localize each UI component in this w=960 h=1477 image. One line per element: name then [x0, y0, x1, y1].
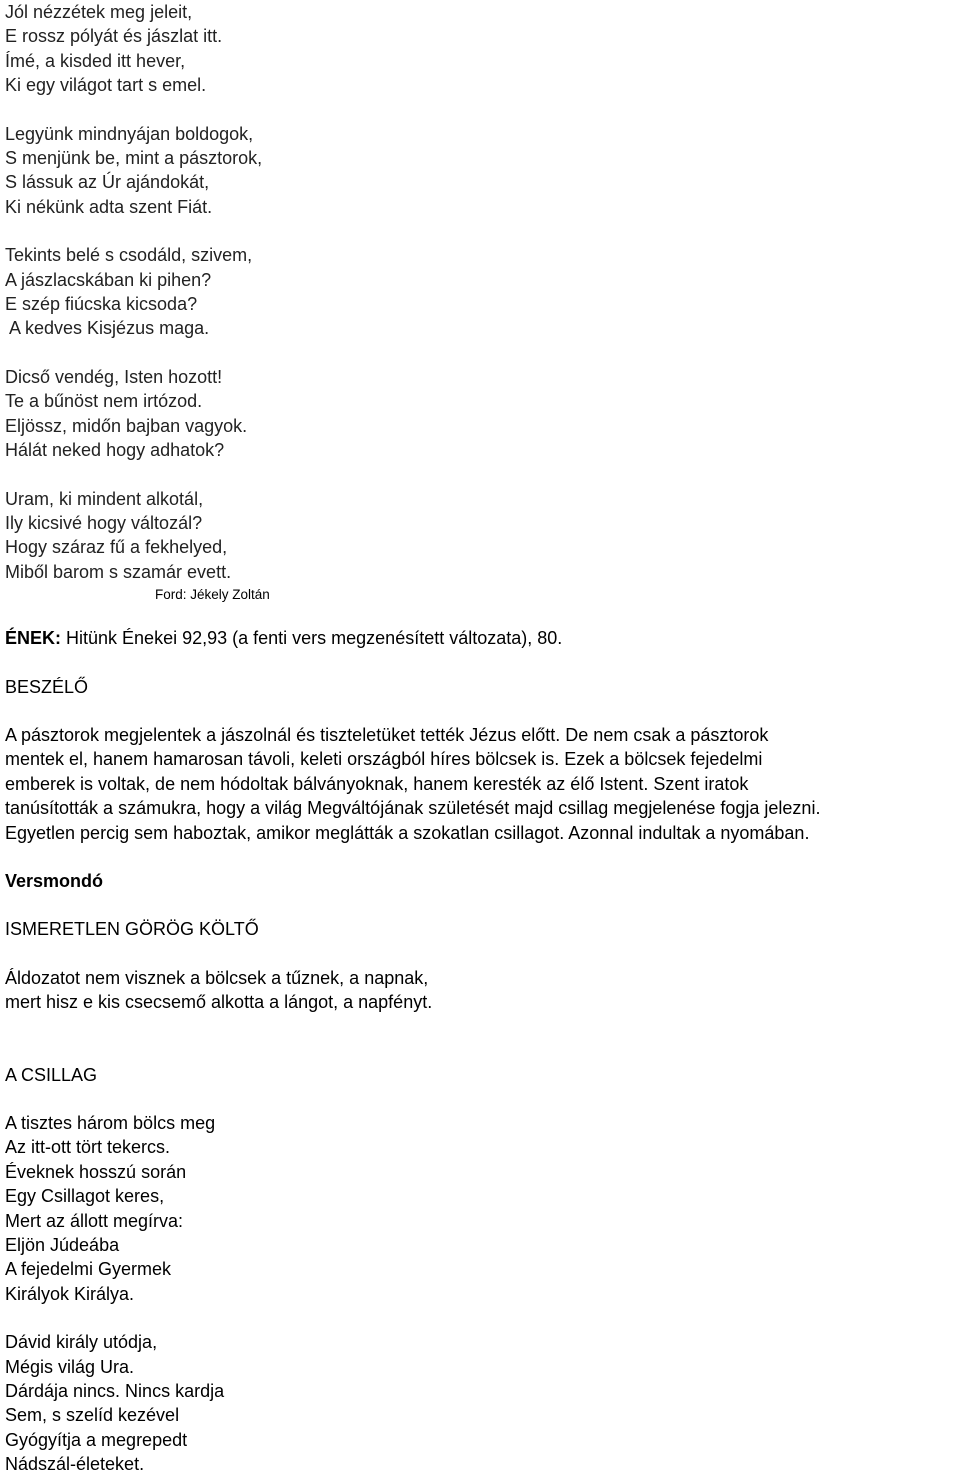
verse-line: Ily kicsivé hogy változál?: [5, 512, 203, 533]
verse-line: A fejedelmi Gyermek: [5, 1259, 172, 1280]
epigram-line: mert hisz e kis csecsemő alkotta a lángot, a napfényt.: [5, 992, 433, 1013]
stanza: [5, 0, 960, 98]
stanza: [5, 365, 960, 463]
verse-line: Hogy száraz fű a fekhelyed,: [5, 537, 228, 558]
author-heading: ISMERETLEN GÖRÖG KÖLTŐ: [5, 919, 259, 940]
epigram: [5, 966, 960, 1015]
song-reference: [5, 626, 960, 650]
poem-1: [5, 0, 960, 584]
verse-line: Uram, ki mindent alkotál,: [5, 488, 204, 509]
verse-line: Miből barom s szamár evett.: [5, 561, 232, 582]
song-label: ÉNEK:: [5, 628, 62, 649]
verse-line: Dárdája nincs. Nincs kardja: [5, 1381, 225, 1402]
stanza: [5, 122, 960, 220]
translator-credit: Ford: Jékely Zoltán: [155, 587, 270, 603]
verse-line: Mégis világ Ura.: [5, 1356, 135, 1377]
verse-line: Eljön Júdeába: [5, 1235, 120, 1256]
verse-line: Te a bűnöst nem irtózod.: [5, 391, 203, 412]
stanza: [5, 487, 960, 585]
verse-line: Ímé, a kisded itt hever,: [5, 50, 186, 71]
verse-line: Tekints belé s csodáld, szivem,: [5, 245, 253, 266]
stanza: [5, 243, 960, 341]
verse-line: Éveknek hosszú során: [5, 1161, 187, 1182]
verse-line: Ki nékünk adta szent Fiát.: [5, 196, 213, 217]
verse-line: Dávid király utódja,: [5, 1332, 158, 1353]
paragraph-line: A pásztorok megjelentek a jászolnál és tiszteletüket tették Jézus előtt. De nem csak a pásztorok: [5, 724, 769, 745]
stanza: [5, 1111, 960, 1306]
verse-line: Az itt-ott tört tekercs.: [5, 1137, 171, 1158]
verse-line: A kedves Kisjézus maga.: [5, 318, 210, 339]
verse-line: A tisztes három bölcs meg: [5, 1113, 216, 1133]
verse-line: Nádszál-életeket.: [5, 1454, 145, 1475]
paragraph-line: mentek el, hanem hamarosan távoli, keleti országból híres bölcsek is. Ezek a bölcsek fejedelmi: [5, 749, 763, 770]
verse-line: Sem, s szelíd kezével: [5, 1405, 180, 1426]
paragraph-line: Egyetlen percig sem haboztak, amikor meglátták a szokatlan csillagot. Azonnal indultak a nyomában.: [5, 822, 810, 843]
poem-2: [5, 1111, 960, 1477]
song-reference-line: [5, 626, 960, 650]
verse-line: Hálát neked hogy adhatok?: [5, 440, 225, 461]
verse-line: A jászlacskában ki pihen?: [5, 269, 212, 290]
verse-line: Ki egy világot tart s emel.: [5, 75, 207, 96]
verse-line: Eljössz, midőn bajban vagyok.: [5, 415, 248, 436]
verse-line: Egy Csillagot keres,: [5, 1186, 165, 1207]
verse-line: E szép fiúcska kicsoda?: [5, 294, 198, 315]
verse-line: Jól nézzétek meg jeleit,: [5, 2, 193, 22]
verse-line: S menjünk be, mint a pásztorok,: [5, 148, 263, 169]
epigram-line: Áldozatot nem visznek a bölcsek a tűznek, a napnak,: [5, 967, 429, 988]
paragraph-line: tanúsították a számukra, hogy a világ Megváltójának születését majd csillag megjelenése fogja jelezni.: [5, 798, 821, 819]
paragraph-line: emberek is voltak, de nem hódoltak bálványoknak, hanem keresték az élő Istent. Szent iratok: [5, 773, 749, 794]
verse-line: Legyünk mindnyájan boldogok,: [5, 123, 254, 144]
poem-title-csillag: A CSILLAG: [5, 1064, 98, 1085]
section-heading-versmondo: Versmondó: [5, 870, 104, 891]
verse-line: Gyógyítja a megrepedt: [5, 1429, 188, 1450]
narrator-paragraph: [5, 723, 960, 845]
section-heading-beszelo: BESZÉLŐ: [5, 676, 89, 697]
song-text: Hitünk Énekei 92,93 (a fenti vers megzenésített változata), 80.: [61, 628, 563, 649]
verse-line: Dicső vendég, Isten hozott!: [5, 366, 223, 387]
stanza: [5, 1330, 960, 1476]
verse-line: S lássuk az Úr ajándokát,: [5, 172, 210, 193]
verse-line: E rossz pólyát és jászlat itt.: [5, 26, 223, 47]
verse-line: Mert az állott megírva:: [5, 1210, 184, 1231]
verse-line: Királyok Királya.: [5, 1283, 135, 1304]
